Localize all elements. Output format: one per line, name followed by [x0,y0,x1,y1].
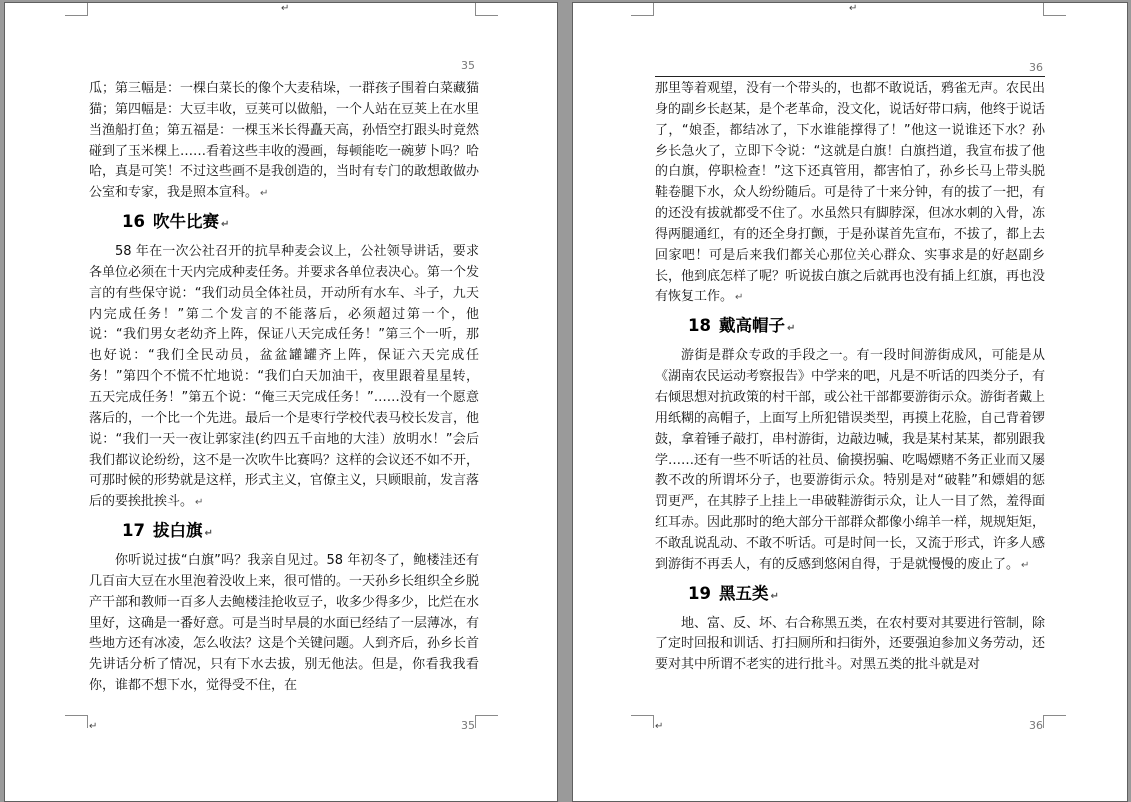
section-heading [655,314,1045,341]
section-title: 黑五类 [718,583,769,603]
crop-mark [65,3,88,16]
paragraph [655,79,1045,309]
paragraph-text: 你听说过拔“白旗”吗？我亲自见过。58 年初冬了，鲍楼洼还有几百亩大豆在水里泡着没收上来，很可惜的。一天孙乡长组织全乡脱产干部和教师一百多人去鲍楼洼抢收豆子，收多少得多少，比烂在水里好，这确是一番好意。可是当时早晨的水面已经结了一层薄冰，有些地方还有冰凌，怎么收法？这是个关键问题。人到齐后，孙乡长首先讲话分析了情况，只有下水去拔，别无他法。但是，你看我我看你，谁都不想下水，觉得受不住，在 [89,553,480,694]
section-number: 16 [122,212,145,232]
paragraph-mark-icon: ↵ [195,497,204,509]
document-page-35 [4,2,558,802]
document-page-36 [572,2,1128,802]
paragraph [89,242,479,514]
section-title: 拔白旗 [152,521,203,541]
paragraph-text: 58 年在一次公社召开的抗旱种麦会议上，公社领导讲话，要求各单位必须在十天内完成种麦任务。并要求各单位表决心。第一个发言的有些保守说：“我们动员全体社员，开动所有水车、斗子，九天内完成任务！”第二个发言的不能落后，必须超过第一个，他说：“我们男女老幼齐上阵，保证八天完成任务！”第三个一听，那也好说：“我们全民动员，盆盆罐罐齐上阵，保证六天完成任务！”第四个不慌不忙地说：“我们白天加油干，夜里跟着星星转，五天完成任务！”第五个说：“俺三天完成任务！”……没有一个愿意落后的，一个比一个先进。最后一个是枣行学校代表马校长发言，他说：“我们一天一夜让郭家洼(约四五千亩地的大洼）放明水！”会后我们都议论纷纷，这不是一次吹牛比赛吗？这样的会议还不如不开，可那时候的形势就是这样，形式主义，官僚主义，只顾眼前，发言落后的要挨批挨斗。 [89,244,480,510]
page-body[interactable] [89,79,479,697]
section-number: 19 [688,583,711,603]
section-heading [89,210,479,237]
section-title: 戴高帽子 [718,316,785,336]
section-number: 18 [688,316,711,336]
header-page-number: 36 [1029,61,1043,74]
paragraph [655,346,1045,576]
header-rule [655,76,1045,77]
paragraph-text: 瓜；第三幅是：一棵白菜长的像个大麦秸垛，一群孩子围着白菜藏猫猫；第四幅是：大豆丰收，豆荚可以做船，一个人站在豆荚上在水里当渔船打鱼；第五福是：一棵玉米长得矗天高，孙悟空打跟头时竟然碰到了玉米棵上……看着这些丰收的漫画，每顿能吃一碗萝卜吗？哈哈，真是可笑！不过这些画不是我创造的，当时有专门的敢想敢做办公室和专家，我是照本宣科。 [89,81,480,201]
header-paragraph-mark: ↵ [281,3,290,14]
section-number: 17 [122,521,145,541]
paragraph-text: 地、富、反、坏、右合称黑五类，在农村要对其要进行管制，除了定时回报和训话、打扫厕所和扫街外，还要强迫参加义务劳动，还要对其中所谓不老实的进行批斗。对黑五类的批斗就是对 [655,615,1046,673]
paragraph-mark-icon: ↵ [220,219,230,231]
crop-mark [631,3,654,16]
paragraph-text: 那里等着观望，没有一个带头的，也都不敢说话，鸦雀无声。农民出身的副乡长赵某，是个老革命，没文化，说话好带口病，他终于说话了，“娘歪，都结冰了，下水谁能撑得了！”他这一说谁还下水？孙乡长急火了，立即下令说：“这就是白旗！白旗挡道，我宣布拔了他的白旗，停职检查！”这下还真管用，都害怕了，孙乡长马上带头脱鞋卷腿下水，众人纷纷随后。可是待了十来分钟，有的拔了一把，有的还没有拔就都受不住了。水虽然只有脚脖深，但冰水刺的入骨，冻得两腿通红，有的还全身打颤，于是孙谋首先宣布，不拔了，都上去回家吧！可是后来我们都关心那位关心群众、实事求是的好赵副乡长，他到底怎样了呢？听说拔白旗之后就再也没有插上红旗，再也没有恢复工作。 [655,81,1046,305]
page-body[interactable] [655,79,1045,676]
header-paragraph-mark: ↵ [849,3,858,14]
paragraph [655,614,1045,677]
crop-mark [475,3,498,16]
footer-page-number: 36 [1029,719,1043,732]
section-heading [89,519,479,546]
paragraph [89,551,479,697]
header-page-number: 35 [461,59,475,72]
section-heading [655,582,1045,609]
paragraph-mark-icon: ↵ [735,292,744,304]
section-title: 吹牛比赛 [152,212,219,232]
crop-mark [65,715,88,728]
paragraph-text: 游街是群众专政的手段之一。有一段时间游街成风，可能是从《湖南农民运动考察报告》中学来的吧，凡是不听话的四类分子，有右倾思想对抗政策的村干部，或公社干部都要游街示众。游街者戴上用纸糊的高帽子，上面写上所犯错误类型，再摸上花脸，自己背着锣鼓，拿着锤子敲打，串村游街，边敲边喊，我是某村某某，都别跟我学……还有一些不听话的社员、偷摸拐骗、吃喝嫖赌不务正业而又屡教不改的所谓坏分子，也要游街示众。特别是对“破鞋”和嫖娼的惩罚更严，在其脖子上挂上一串破鞋游街示众，让人一目了然，羞得面红耳赤。因此那时的绝大部分干部群众都像小绵羊一样，规规矩矩，不敢乱说乱动、不敢不听话。可是时间一长，又流于形式，许多人感到游街不再丢人，有的反感到悠闲自得，于是就慢慢的废止了。 [655,348,1046,572]
paragraph-mark-icon: ↵ [1021,559,1030,571]
paragraph-mark-icon: ↵ [260,188,269,200]
crop-mark [1043,3,1066,16]
footer-paragraph-mark: ↵ [89,721,98,732]
crop-mark [1043,715,1066,728]
paragraph [89,79,479,205]
crop-mark [631,715,654,728]
paragraph-mark-icon: ↵ [204,528,213,540]
footer-page-number: 35 [461,719,475,732]
footer-paragraph-mark: ↵ [655,721,664,732]
paragraph-mark-icon: ↵ [786,323,796,335]
paragraph-mark-icon: ↵ [770,590,779,602]
crop-mark [475,715,498,728]
